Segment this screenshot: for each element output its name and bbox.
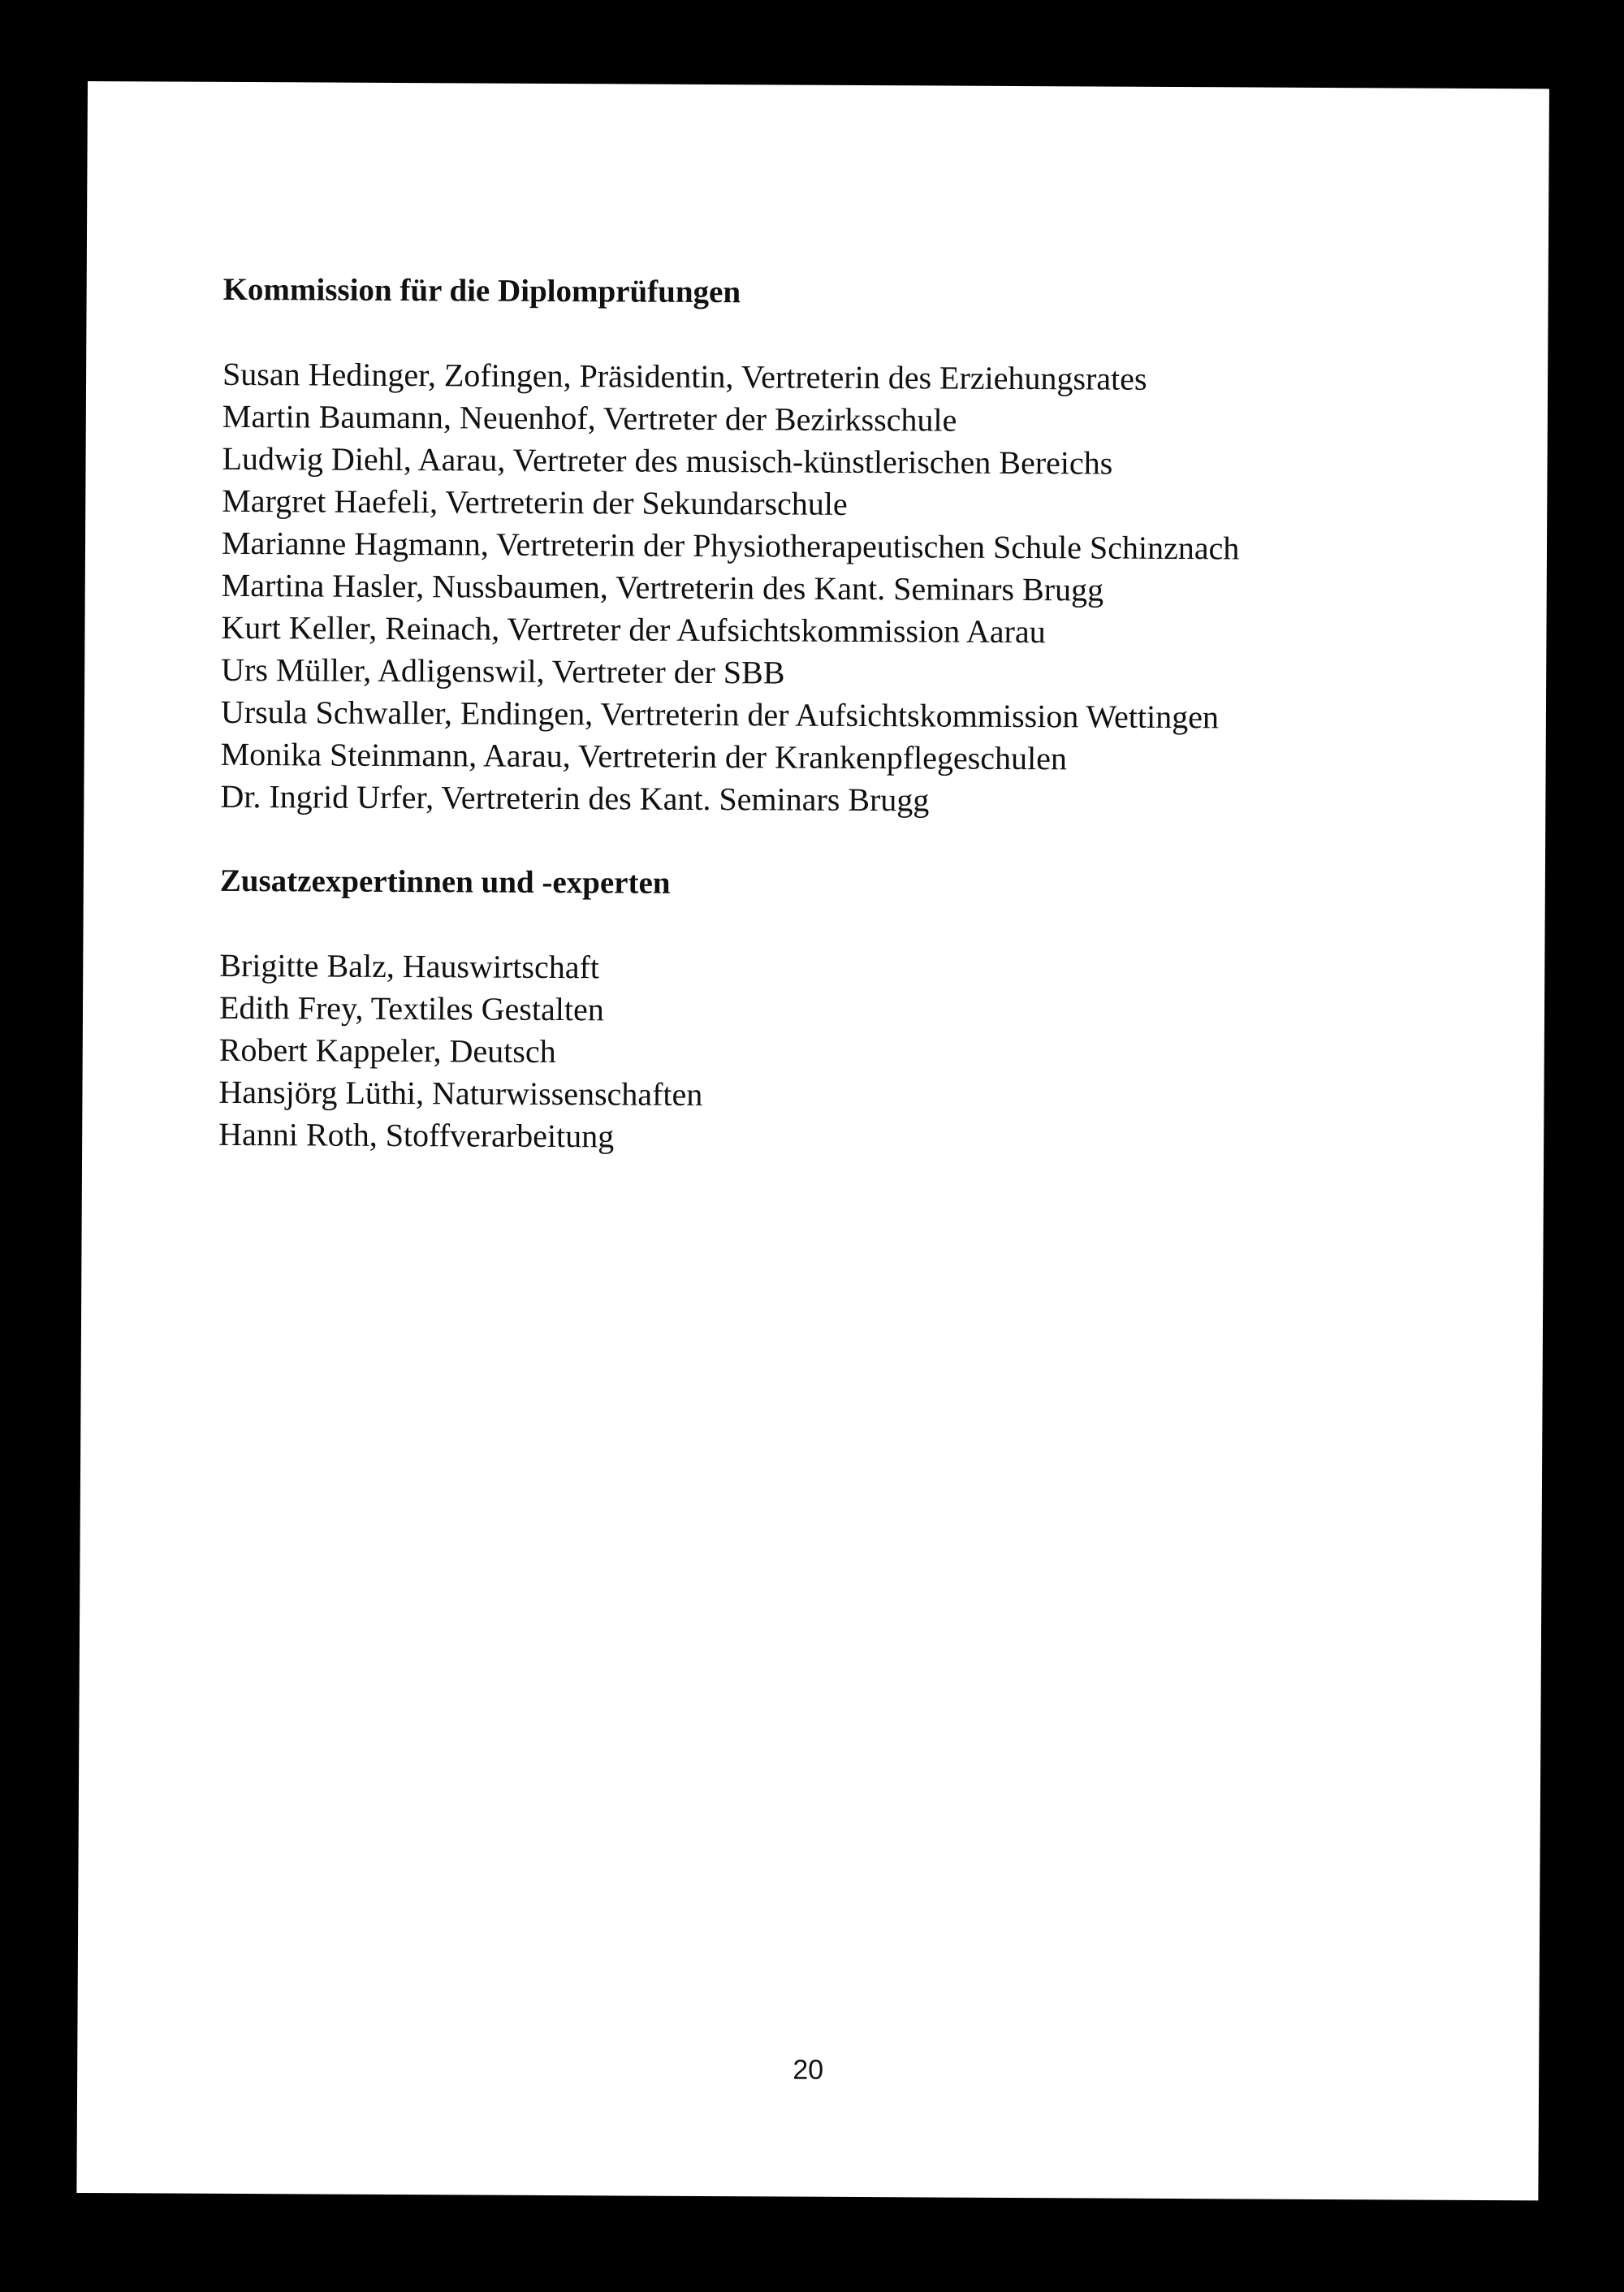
list-item: Edith Frey, Textiles Gestalten [218,988,604,1028]
commission-member-list [220,353,1522,824]
section-heading-additional-experts: Zusatzexpertinnen und -experten [219,863,671,901]
section-heading-commission: Kommission für die Diplomprüfungen [222,271,741,310]
list-item: Hansjörg Lüthi, Naturwissenschaften [218,1073,703,1113]
list-item: Dr. Ingrid Urfer, Vertreterin des Kant. Seminars Brugg [220,777,930,819]
list-item: Martina Hasler, Nussbaumen, Vertreterin des Kant. Seminars Brugg [221,566,1104,608]
list-item: Margret Haefeli, Vertreterin der Sekundarschule [222,482,848,522]
spacer [220,818,1519,867]
spacer [219,902,1518,951]
spacer [222,311,1522,360]
list-item: Kurt Keller, Reinach, Vertreter der Aufsichtskommission Aarau [221,608,1046,651]
list-item: Martin Baumann, Neuenhof, Vertreter der Bezirksschule [222,397,957,439]
document-page [76,81,1549,2200]
list-item: Marianne Hagmann, Vertreterin der Physiotherapeutischen Schule Schinznach [221,524,1240,567]
additional-experts-list [218,945,1518,1162]
list-item: Susan Hedinger, Zofingen, Präsidentin, Vertreterin des Erziehungsrates [222,355,1147,397]
page-content [218,269,1522,1162]
list-item: Ursula Schwaller, Endingen, Vertreterin der Aufsichtskommission Wettingen [220,693,1220,736]
list-item: Monika Steinmann, Aarau, Vertreterin der Krankenpflegeschulen [220,735,1068,777]
page-number: 20 [793,2054,824,2086]
list-item: Hanni Roth, Stoffverarbeitung [218,1115,615,1155]
list-item: Brigitte Balz, Hauswirtschaft [219,946,600,986]
list-item: Urs Müller, Adligenswil, Vertreter der SBB [221,651,785,691]
list-item: Ludwig Diehl, Aarau, Vertreter des musisch-künstlerischen Bereichs [222,439,1113,482]
list-item: Robert Kappeler, Deutsch [218,1031,556,1070]
